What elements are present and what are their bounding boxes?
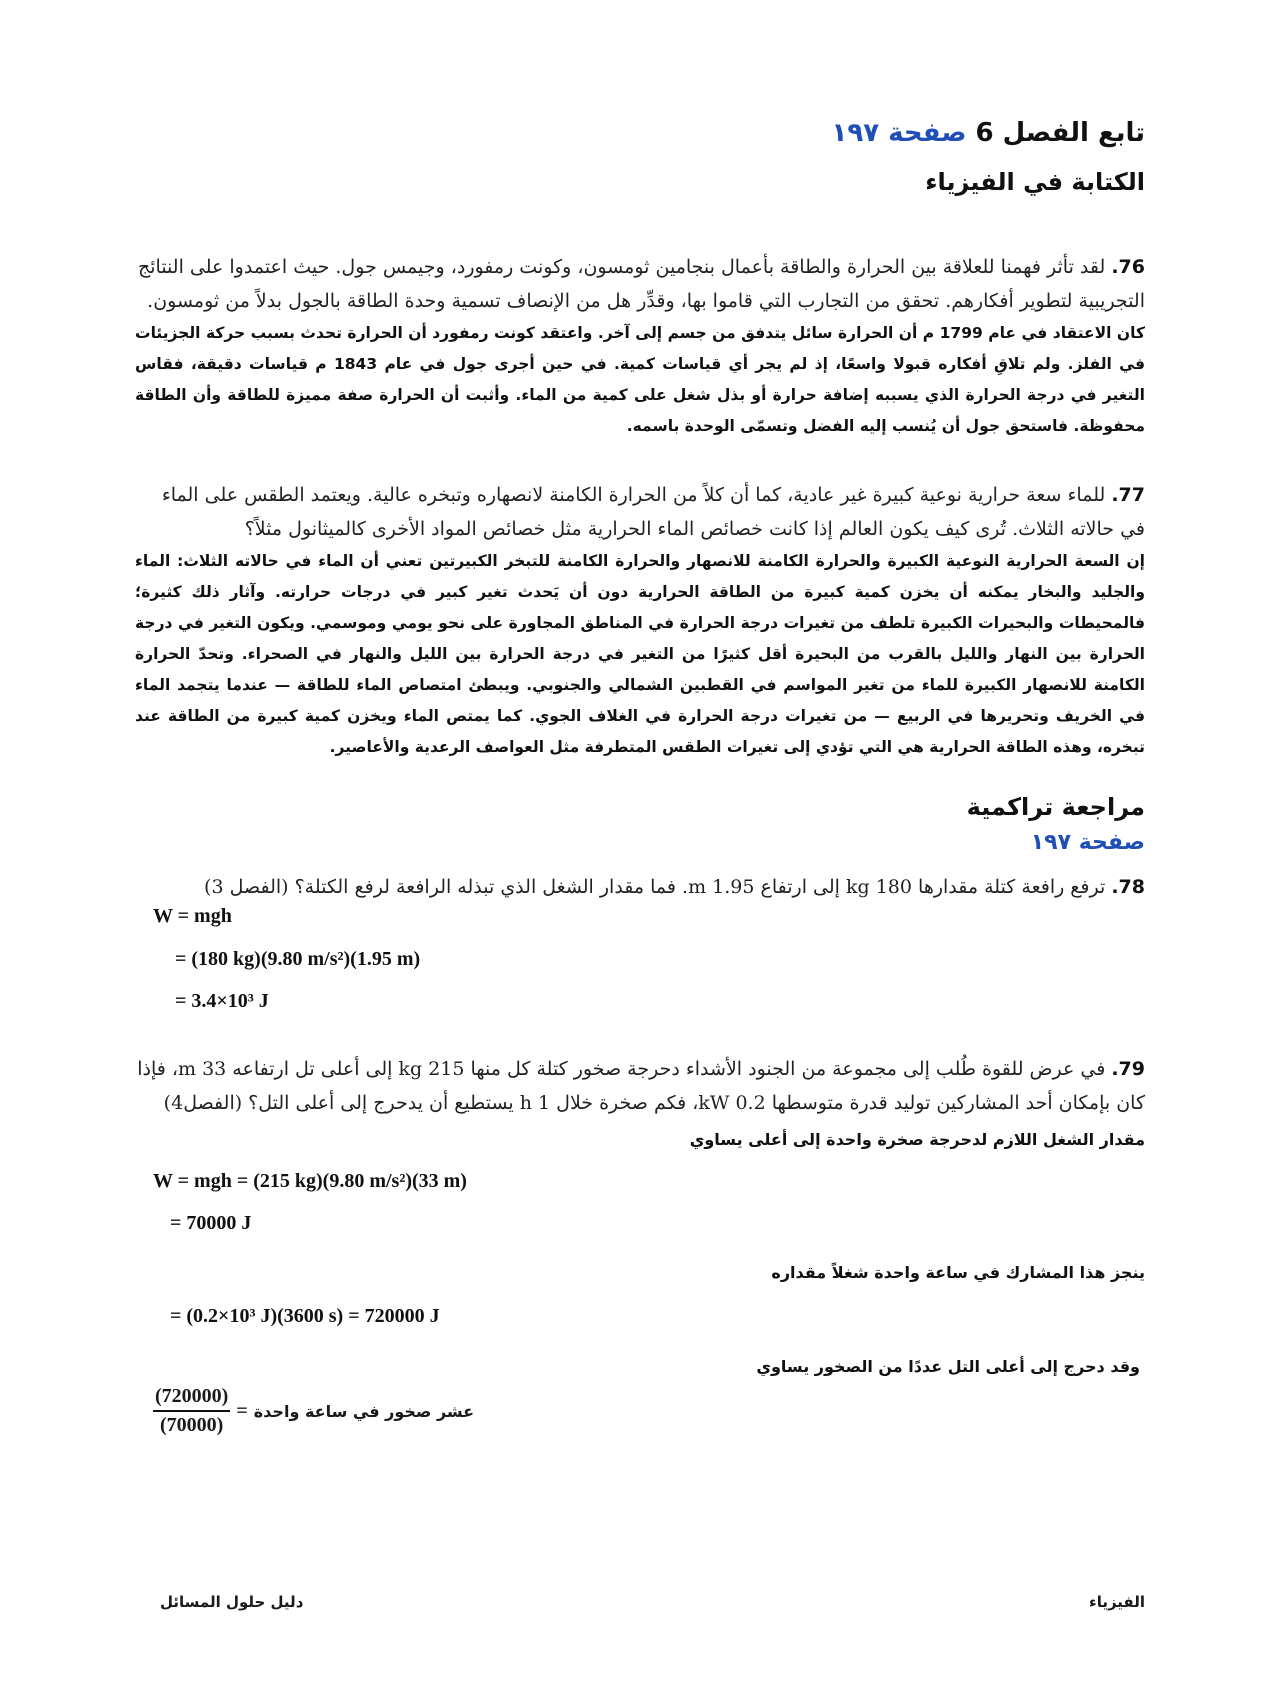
note-79-2: ينجز هذا المشارك في ساعة واحدة شغلاً مقداره: [771, 1263, 1145, 1282]
chapter-page-ref: صفحة ١٩٧: [831, 118, 967, 148]
question-number: 78.: [1111, 876, 1145, 898]
footer-book-title: دليل حلول المسائل: [160, 1593, 304, 1611]
review-page-ref: صفحة ١٩٧: [1030, 830, 1145, 855]
note-79-1: مقدار الشغل اللازم لدحرجة صخرة واحدة إلى أعلى يساوي: [689, 1130, 1145, 1149]
review-heading: مراجعة تراكمية: [966, 793, 1145, 821]
question-text: في عرض للقوة طُلب إلى مجموعة من الجنود الأشداء دحرجة صخور كتلة كل منها 215 kg إلى أعلى تل ارتفاعه 33 m، فإذا كان بإمكان أحد المشاركين توليد قدرة متوسطها 0.2 kW، فكم صخرة خلال 1 h يستطيع أن يدحرج إلى أعلى التل؟ (الفصل4): [137, 1058, 1145, 1114]
equation-79-2: = 70000 J: [170, 1212, 252, 1234]
answer-77: إن السعة الحرارية النوعية الكبيرة والحرارة الكامنة للانصهار والحرارة الكامنة للتبخر الكبيرتين تعني أن الماء في حالاته الثلاث: الماء والجليد والبخار يمكنه أن يخزن كمية كبيرة من الطاقة الحرارية دون أن يَحدث تغير كبير في درجات حرارته. وآثار ذلك كثيرة؛ فالمحيطات والبحيرات الكبيرة تلطف من تغيرات درجة الحرارة في المناطق المجاورة على نحو يومي وموسمي. ويكون التغير في درجة الحرارة بين النهار والليل بالقرب من البحيرة أقل كثيرًا من التغير في درجة الحرارة بين الليل والنهار في الصحراء. وتحدّ الحرارة الكامنة للانصهار الكبيرة للماء من تغير المواسم في القطبين الشمالي والجنوبي. ويبطئ امتصاص الماء للطاقة — عندما يتجمد الماء في الخريف وتحريرها في الربيع — من تغيرات درجة الحرارة في الغلاف الجوي. كما يمتص الماء ويخزن كمية كبيرة من الطاقة عند تبخره، وهذه الطاقة الحرارية هي التي تؤدي إلى تغيرات الطقس المتطرفة مثل العواصف الرعدية والأعاصير.: [135, 552, 1145, 756]
question-79: [135, 1052, 1145, 1120]
fraction-denominator: (70000): [160, 1414, 224, 1436]
fraction-result: [153, 1385, 474, 1437]
question-number: 77.: [1111, 484, 1145, 506]
answer-76: كان الاعتقاد في عام 1799 م أن الحرارة سائل يتدفق من جسم إلى آخر. واعتقد كونت رمفورد أن الحرارة تحدث بسبب حركة الجزيئات في الفلز. ولم تلاقِ أفكاره قبولا واسعًا، إذ لم يجر أي قياسات كمية. في حين أجرى جول في عام 1843 م قياسات دقيقة، فقاس التغير في درجة الحرارة الذي يسببه إضافة حرارة أو بذل شغل على كمية من الماء. وأثبت أن الحرارة صفة مميزة للطاقة وأن الطاقة محفوظة. فاستحق جول أن يُنسب إليه الفضل وتسمّى الوحدة باسمه.: [135, 324, 1145, 435]
chapter-heading: [831, 118, 1145, 148]
fraction: [153, 1385, 230, 1437]
question-text: للماء سعة حرارية نوعية كبيرة غير عادية، كما أن كلاً من الحرارة الكامنة لانصهاره وتبخره عالية. ويعتمد الطقس على الماء في حالاته الثلاث. تُرى كيف يكون العالم إذا كانت خصائص الماء الحرارية مثل خصائص المواد الأخرى كالميثانول مثلاً؟: [161, 484, 1145, 540]
question-number: 76.: [1111, 256, 1145, 278]
fraction-numerator: (720000): [153, 1385, 230, 1412]
chapter-label: تابع الفصل 6: [975, 118, 1145, 148]
equation-78-2: = (180 kg)(9.80 m/s²)(1.95 m): [175, 948, 421, 970]
equation-78-3: = 3.4×10³ J: [175, 990, 269, 1012]
equals-sign: =: [236, 1399, 248, 1422]
equation-79-3: = (0.2×10³ J)(3600 s) = 720000 J: [170, 1305, 440, 1327]
question-text: لقد تأثر فهمنا للعلاقة بين الحرارة والطاقة بأعمال بنجامين ثومسون، وكونت رمفورد، وجيمس جول. حيث اعتمدوا على النتائج التجريبية لتطوير أفكارهم. تحقق من التجارب التي قاموا بها، وقدِّر هل من الإنصاف تسمية وحدة الطاقة بالجول بدلاً من ثومسون.: [137, 256, 1145, 312]
footer-subject: الفيزياء: [1089, 1593, 1145, 1611]
note-79-3: وقد دحرج إلى أعلى التل عددًا من الصخور يساوي: [756, 1357, 1140, 1376]
question-78: [135, 870, 1145, 904]
equation-79-1: W = mgh = (215 kg)(9.80 m/s²)(33 m): [153, 1170, 467, 1192]
fraction-label: عشر صخور في ساعة واحدة: [253, 1401, 475, 1421]
question-text: ترفع رافعة كتلة مقدارها 180 kg إلى ارتفاع 1.95 m. فما مقدار الشغل الذي تبذله الرافعة لرفع الكتلة؟ (الفصل 3): [204, 876, 1106, 898]
question-76: [135, 250, 1145, 318]
section-heading: الكتابة في الفيزياء: [925, 168, 1145, 196]
equation-78-1: W = mgh: [153, 905, 232, 927]
question-number: 79.: [1111, 1058, 1145, 1080]
question-77: [135, 478, 1145, 546]
